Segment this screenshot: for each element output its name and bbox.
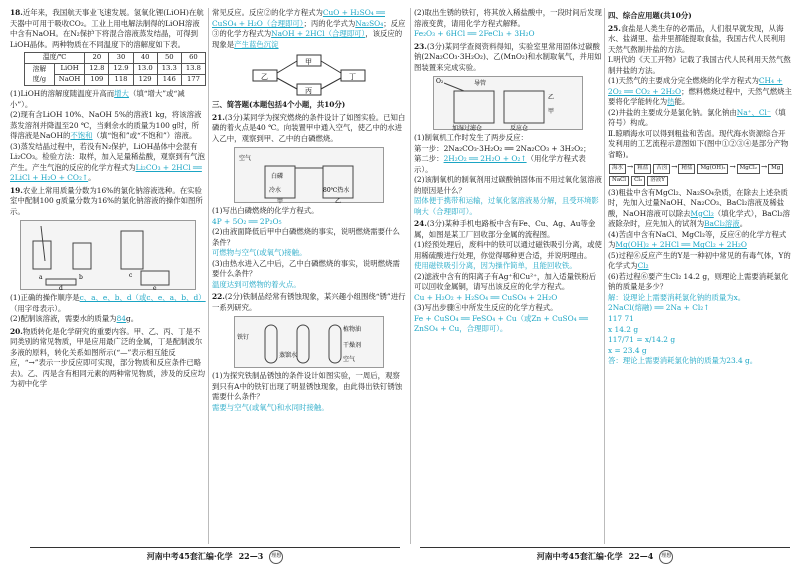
test-tubes-illustration (235, 317, 385, 369)
section-4-title: 四、综合应用题(共10分) (608, 11, 692, 20)
q21-answer3: 温度达到可燃物的着火点。 (212, 279, 301, 289)
q21-part2: (2)由液面降低后甲中白磷燃烧的事实，说明燃烧需要什么条件？ (212, 227, 400, 247)
combustion-apparatus (235, 148, 385, 204)
svg-text:冷水: 冷水 (269, 187, 282, 195)
oxygen-generator-illustration (434, 77, 584, 131)
fig-label-e: e (153, 285, 157, 292)
seawater-process-flow: 海水 → 粗盐 苦卤 → 精盐 Mg(OH)₂ → MgCl₂ → MgNaCl Cl₂ 溶液Y (608, 162, 792, 186)
glass-rod-icon (41, 226, 45, 261)
question-20-continued: 常见反应。反应②的化学方程式为CuO + H₂SO₄ ══ CuSO₄ + H₂O（合理即可）；丙的化学式为Na₂SO₄；反应③的化学方程式为NaOH + 2HCl（合理即可），该反应的现象是产生蓝色沉淀 甲 乙 丙 丁 (212, 8, 406, 96)
node-bing: 丙 (305, 87, 312, 96)
footer-left: 河南中考45套汇编·化学 22—3 理想 (30, 547, 400, 565)
page-gutter (410, 8, 411, 544)
svg-text:植物油: 植物油 (343, 326, 362, 334)
svg-text:白磷: 白磷 (271, 173, 284, 181)
node-jia: 甲 (305, 58, 312, 67)
column-1 (10, 8, 206, 544)
fig-label-b: b (79, 274, 83, 282)
q22-part1: (1)为探究铁制品锈蚀的条件设计如图实验，一周后，观察到只有A中的铁钉出现了明显锈蚀现象，由此得出铁钉锈蚀需要什么条件？ (212, 371, 403, 402)
question-18: 18.近年来，我国航天事业飞速发展。氢氧化锂(LiOH)在航天器中可用于吸收CO₂。工业上用电解法制得的LiOH溶液中含有NaOH。在N₂保护下将混合溶液蒸发结晶，可得到LiOH晶体。两种物质在不同温度下的溶解度如下表。 温度/℃ 20 30 40 50 60 溶解度/g LiOH 12.8 12.9 13.0 13.3 13.8 NaOH 109 118 129 146 177 (1)LiOH的溶解度随温度升高而增大（填“增大”或“减小”）。 (2)现有含LiOH 10%、NaOH 5%的溶液1 kg，将该溶液蒸发溶剂并降温至20 ℃，当剩余水的质量为100 g时，所得溶液是NaOH的不饱和（填“饱和”或“不饱和”）溶液。 (3)蒸发结晶过程中，若没有N₂保护，LiOH晶体中会混有Li₂CO₃。检验方法：取样，加入足量稀盐酸，观察到有气泡产生。产生气泡的反应的化学方程式为Li₂CO₃ + 2HCl ══ 2LiCl + H₂O + CO₂↑。 (10, 8, 205, 183)
column-3 (414, 8, 602, 544)
question-25: 25.食盐是人类生存的必需品，人们很早就发现，从海水、盐湖里、盐井里都能提取食盐，我国古代人民利用天然气熬制井盐的方法。 Ⅰ.明代的《天工开物》记载了我国古代人民利用天然气熬制井盐的方法。 (1)天然气的主要成分完全燃烧的化学方程式为CH₄ + 2O₂ ══ CO₂ + 2H₂O；燃料燃烧过程中，天然气燃烧主要将化学能转化为热能。 (2)井盐的主要成分是氯化钠。氯化钠由Na⁺、Cl⁻（填符号）构成。 Ⅱ.晾晒海水可以得到粗盐和苦卤。现代海水资源综合开发利用的工艺流程示意图如下(图中①②③④是部分产物省略)。 海水 → 粗盐 苦卤 → 精盐 Mg(OH)₂ → MgCl₂ → MgNaCl Cl₂ 溶液Y (3)粗盐中含有MgCl₂、Na₂SO₄杂质，在除去上述杂质时，先加入过量NaOH、Na₂CO₃、BaCl₂溶液及稀盐酸，NaOH溶液可以除去MgCl₂（填化学式），BaCl₂溶液除杂时，应先加入的试剂为BaCl₂溶液。 (4)苦卤中含有NaCl、MgCl₂等，反应④的化学方程式为Mg(OH)₂ + 2HCl ══ MgCl₂ + 2H₂O (5)过程⑥反应产生的Y是一种初中常见的有毒气体，Y的化学式为Cl₂ (6)若过程⑥要产生Cl₂ 14.2 g，则理论上需要消耗氯化钠的质量是多少？ 解：设理论上需要消耗氯化钠的质量为x。 2NaCl(熔融) ══ 2Na + Cl₂↑ 117 71 x 14.2 g 117/71 = x/14.2 g x = 23.4 g 答：理论上需要消耗氯化钠的质量为23.4 g。 (608, 23, 792, 366)
conversion-diagram (249, 53, 369, 97)
svg-text:反应仓: 反应仓 (510, 125, 529, 132)
column-divider (208, 8, 209, 544)
svg-text:加湿过滤仓: 加湿过滤仓 (452, 125, 483, 132)
tube-a-icon (265, 325, 277, 363)
svg-text:干燥剂: 干燥剂 (343, 342, 362, 350)
tube-b-icon (297, 325, 309, 363)
question-22: 22.(2分)铁制品经常有锈蚀现象，某兴趣小组围绕“锈”进行一系列研究。 铁钉 蒸馏水 植物油 干燥剂 空气 (1)为探究铁制品锈蚀的条件设计如图实验，一周后，观察到只有A中的铁钉出现了明显锈蚀现象，由此得出铁钉锈蚀需要什么条件？ 需要与空气(或氧气)和水同时接触。 (212, 292, 406, 412)
combustion-experiment-figure (234, 147, 384, 203)
oxygen-generator-figure (433, 76, 583, 130)
q18-part3: (3)蒸发结晶过程中，若没有N₂保护，LiOH晶体中会混有Li₂CO₃。检验方法：取样，加入足量稀盐酸，观察到有气泡产生。产生气泡的反应的化学方程式为Li₂CO₃ + 2HCl ══ 2LiCl + H₂O + CO₂↑。 (10, 141, 205, 183)
question-19: 19.农业上常用质量分数为16%的氯化钠溶液选种。在实验室中配制100 g质量分数为16%的氯化钠溶液的操作如图所示。 a b c d e (1)正确的操作顺序是c、a、e、b、d（或c、e、a、b、d）（用字母表示）。 (2)配制该溶液，需要水的质量为84g。 (10, 185, 206, 324)
question-21: 21.(3分)某同学为探究燃烧的条件设计了如图实验。已知白磷的着火点是40 ℃。向装置甲中通入空气，使乙中的水进入乙中，观察到甲、乙中的白磷燃烧。 空气 白磷 冷水 80℃热水 甲 乙 (1)写出白磷燃烧的化学方程式。 4P + 5O₂ ══ 2P₂O₅ (2)由液面降低后甲中白磷燃烧的事实，说明燃烧需要什么条件？ 可燃物与空气(或氧气)接触。 (3)由热水进入乙中后，乙中白磷燃烧的事实，说明燃烧需要什么条件？ 温度达到可燃物的着火点。 (212, 112, 406, 289)
lab-apparatus-illustration (21, 221, 197, 291)
column-2 (212, 8, 406, 544)
q25-solution: 解：设理论上需要消耗氯化钠的质量为x。 2NaCl(熔融) ══ 2Na + Cl₂↑ 117 71 x 14.2 g 117/71 = x/14.2 g x = 23.4 g 答：理论上需要消耗氯化钠的质量为23.4 g。 (608, 292, 758, 366)
tube-c-icon (329, 325, 341, 363)
q18-part1: (1)LiOH的溶解度随温度升高而增大（填“增大”或“减小”）。 (10, 89, 185, 109)
question-23: 23.(3分)某同学查阅资料得知，实验室里常用固体过碳酸钠(2Na₂CO₃·3H₂O₂)、乙(MnO₂)和水制取氧气，并用如图装置来完成实验。 导管 乙 甲 O₂ 加湿过滤仓 反应仓 (1)制氧机工作时发生了两步反应： 第一步：2Na₂CO₃·3H₂O₂ ══ 2Na₂CO₃ + 3H₂O₂； 第二步：2H₂O₂ ══ 2H₂O + O₂↑（用化学方程式表示）。 (2)该制氧机的制氧剂用过碳酸钠固体而不用过氧化氢溶液的原因是什么？ 固体便于携带和运输，过氧化氢溶液易分解，且受环境影响大（合理即可）。 (414, 41, 602, 216)
svg-text:乙: 乙 (335, 198, 342, 205)
svg-text:甲: 甲 (277, 198, 284, 205)
question-22-continued: (2)取出生锈的铁钉，将其放入稀盐酸中，一段时间后发现溶液变黄，请用化学方程式解释。 Fe₂O₃ + 6HCl ══ 2FeCl₃ + 3H₂O (414, 8, 602, 39)
q21-answer2: 可燃物与空气(或氧气)接触。 (212, 248, 307, 258)
salt-solution-figure (20, 220, 196, 290)
q19-part1: (1)正确的操作顺序是c、a、e、b、d（或c、e、a、b、d）（用字母表示）。 (10, 293, 206, 313)
solubility-table: 温度/℃ 20 30 40 50 60 溶解度/g LiOH 12.8 12.9 13.0 13.3 13.8 NaOH 109 118 129 146 177 (24, 52, 206, 86)
fig-label-c: c (129, 272, 133, 280)
beaker-a-icon (33, 241, 51, 269)
svg-text:空气: 空气 (239, 155, 252, 163)
cylinder-e-icon (141, 271, 169, 285)
column-divider (604, 8, 605, 544)
svg-text:乙: 乙 (548, 94, 555, 102)
fig-label-a: a (39, 274, 43, 282)
svg-text:空气: 空气 (343, 356, 356, 364)
question-20: 20.物质转化是化学研究的重要内容。甲、乙、丙、丁是不同类别的常见物质，甲是应用最广泛的金属，丁是配制波尔多液的原料，转化关系如图所示(“—”表示相互能反应，“→”表示一步反应即可实现，部分物质和反应条件已略去)。乙、丙是含有相同元素的两种常见物质，涉及的反应均为初中化学 (10, 326, 206, 389)
section-3-title: 三、简答题(本题包括4个小题，共10分) (212, 100, 346, 110)
node-yi: 乙 (261, 73, 268, 82)
svg-text:铁钉: 铁钉 (237, 334, 250, 342)
svg-text:80℃热水: 80℃热水 (323, 187, 350, 195)
q21-part3: (3)由热水进入乙中后，乙中白磷燃烧的事实，说明燃烧需要什么条件？ (212, 258, 400, 279)
svg-text:导管: 导管 (474, 80, 487, 88)
svg-text:O₂: O₂ (436, 78, 444, 86)
rust-experiment-figure (234, 316, 384, 368)
beaker-b-icon (73, 243, 91, 269)
conversion-diagram-svg (249, 53, 369, 97)
column-4 (608, 8, 792, 544)
svg-text:蒸馏水: 蒸馏水 (279, 352, 298, 360)
q19-part2: (2)配制该溶液，需要水的质量为84g。 (10, 314, 139, 324)
q18-part2: (2)现有含LiOH 10%、NaOH 5%的溶液1 kg，将该溶液蒸发溶剂并降温至20 ℃，当剩余水的质量为100 g时，所得溶液是NaOH的不饱和（填“饱和”或“不饱和”）溶液。 (10, 110, 202, 141)
publisher-logo-icon: 理想 (659, 550, 673, 564)
bottle-c-icon (121, 231, 143, 269)
q21-part1: (1)写出白磷燃烧的化学方程式。 (212, 206, 319, 216)
fig-label-d: d (59, 285, 63, 292)
q21-answer1: 4P + 5O₂ ══ 2P₂O₅ (212, 216, 282, 226)
question-24: 24.(3分)某种手机电路板中含有Fe、Cu、Ag、Au等金属，如图是某工厂回收部分金属的流程图。 (1)经预处理后，废料中的铁可以通过磁铁吸引分离，或使用稀硫酸进行处理，你觉得哪种更合适，并说明理由。 使用磁铁吸引分离，因为操作简单，且能回收铁。 (2)滤液中含有的阳离子有Ag⁺和Cu²⁺，加入适量铁粉后可以回收金属铜，请写出该反应的化学方程式。 Cu + H₂O₂ + H₂SO₄ ══ CuSO₄ + 2H₂O (3)写出步骤④中所发生反应的化学方程式。 Fe + CuSO₄ ══ FeSO₄ + Cu（或Zn + CuSO₄ ══ ZnSO₄ + Cu，合理即可）。 (414, 219, 602, 334)
node-ding: 丁 (349, 73, 356, 82)
publisher-logo-icon: 理想 (269, 550, 283, 564)
svg-text:甲: 甲 (548, 108, 555, 116)
footer-right: 河南中考45套汇编·化学 22—4 理想 (420, 547, 790, 565)
q22-answer1: 需要与空气(或氧气)和水同时接触。 (212, 402, 329, 412)
